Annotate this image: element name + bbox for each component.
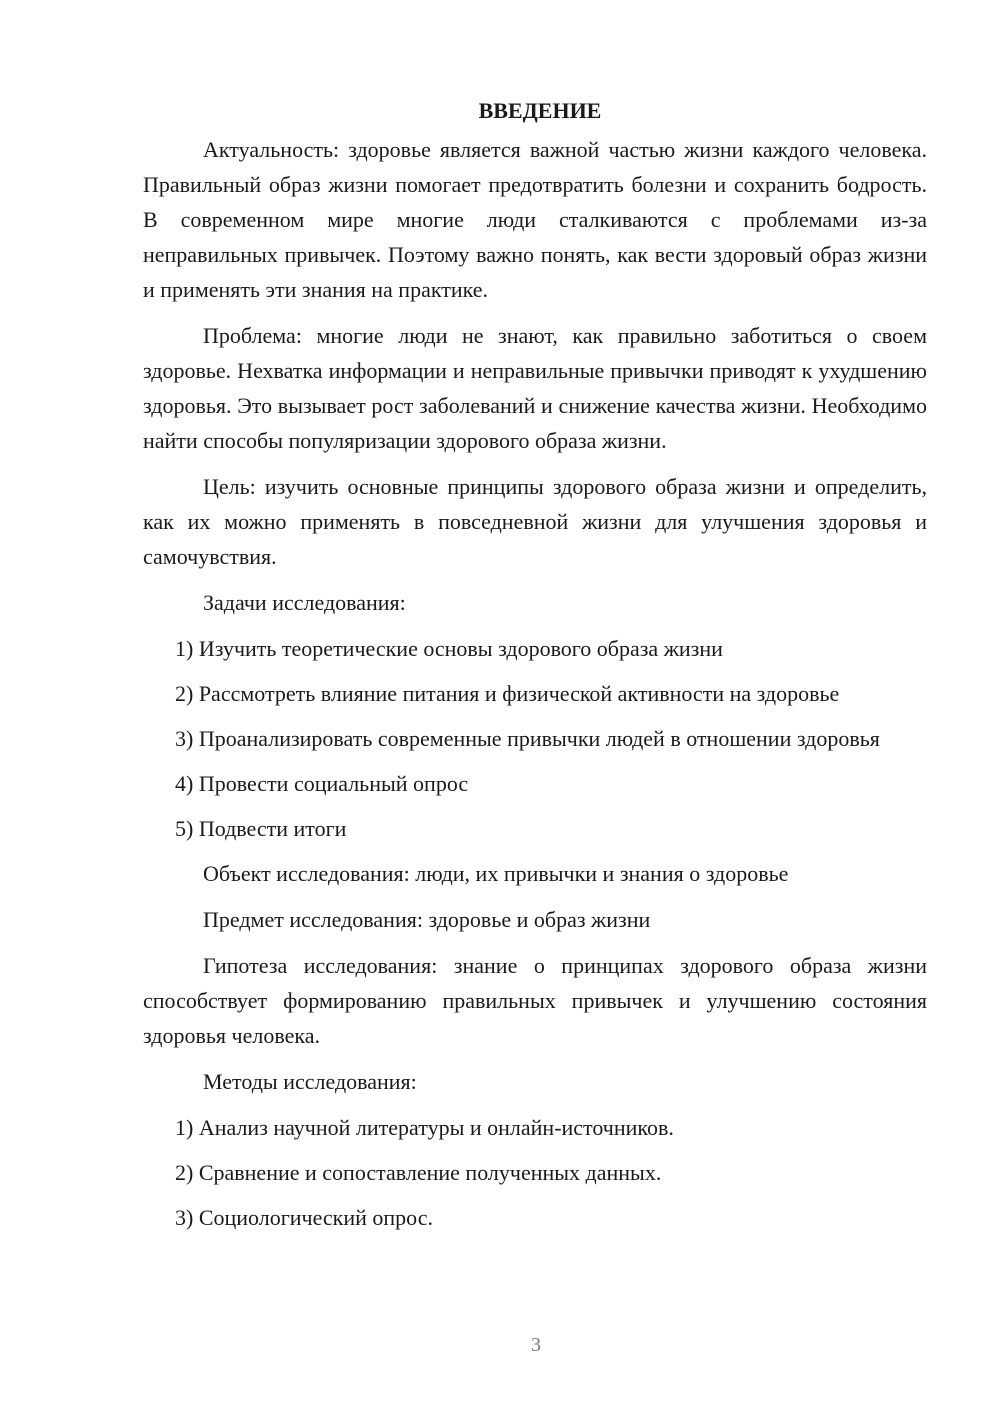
research-object: Объект исследования: люди, их привычки и знания о здоровье (203, 861, 789, 886)
section-heading: ВВЕДЕНИЕ (478, 98, 602, 123)
task-item-5: 5) Подвести итоги (175, 816, 347, 841)
task-item-4: 4) Провести социальный опрос (175, 771, 469, 796)
problem-paragraph: Проблема: многие люди не знают, как правильно заботиться о своем здоровье. Нехватка информации и неправильные привычки приводят к ухудшению здоровья. Это вызывает рост заболеваний и снижение качества жизни. Необходимо найти способы популяризации здорового образа жизни. (143, 323, 927, 453)
task-item-1: 1) Изучить теоретические основы здорового образа жизни (175, 636, 723, 661)
page-number: 3 (531, 1334, 541, 1356)
goal-paragraph: Цель: изучить основные принципы здорового образа жизни и определить, как их можно применять в повседневной жизни для улучшения здоровья и самочувствия. (143, 474, 927, 569)
methods-title: Методы исследования: (203, 1069, 417, 1094)
method-item-1: 1) Анализ научной литературы и онлайн-источников. (175, 1115, 674, 1140)
tasks-title: Задачи исследования: (203, 590, 406, 615)
document-page (143, 94, 927, 1245)
relevance-paragraph: Актуальность: здоровье является важной частью жизни каждого человека. Правильный образ жизни помогает предотвратить болезни и сохранить бодрость. В современном мире многие люди сталкиваются с проблемами из-за неправильных привычек. Поэтому важно понять, как вести здоровый образ жизни и применять эти знания на практике. (143, 137, 927, 302)
research-subject: Предмет исследования: здоровье и образ жизни (203, 907, 651, 932)
method-item-3: 3) Социологический опрос. (175, 1205, 433, 1230)
task-item-3: 3) Проанализировать современные привычки людей в отношении здоровья (175, 726, 880, 751)
hypothesis-paragraph: Гипотеза исследования: знание о принципах здорового образа жизни способствует формированию правильных привычек и улучшению состояния здоровья человека. (143, 953, 927, 1048)
task-item-2: 2) Рассмотреть влияние питания и физической активности на здоровье (175, 681, 840, 706)
method-item-2: 2) Сравнение и сопоставление полученных данных. (175, 1160, 662, 1185)
